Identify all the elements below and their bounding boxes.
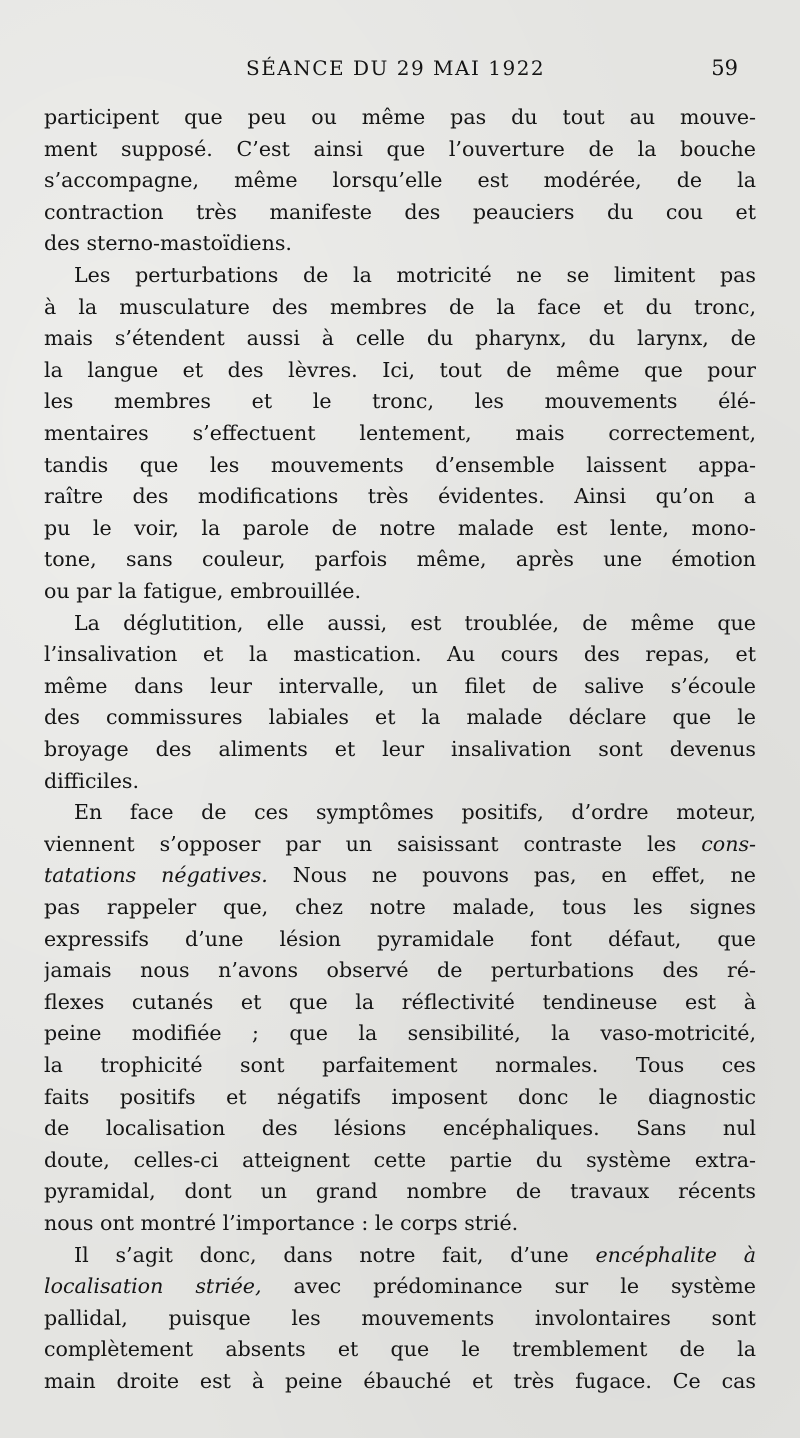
text-line [44,291,756,323]
text-segment: mentaires s’effectuent lentement, mais correctement, [44,421,756,445]
text-segment: flexes cutanés et que la réflectivité tendineuse est à [44,989,756,1014]
text-segment: Il s’agit donc, dans notre fait, d’une [74,1242,596,1267]
text-segment: viennent s’opposer par un saisissant contraste les [44,831,702,856]
text-line [44,1270,756,1302]
text-segment: mais s’étendent aussi à celle du pharynx, du larynx, de [44,326,756,351]
running-header [0,56,800,90]
text-line [44,1333,756,1365]
text-segment: participent que peu ou même pas du tout au mouve- [44,105,756,129]
text-segment: La déglutition, elle aussi, est troublée, de même que [74,610,756,635]
italic-text: encéphalite à [595,1242,756,1267]
text-segment: pyramidal, dont un grand nombre de travaux récents [44,1179,756,1204]
text-line [44,670,756,702]
text-segment: raître des modifications très évidentes. Ainsi qu’on a [44,484,756,509]
text-segment: broyage des aliments et leur insalivation sont devenus [44,737,756,761]
text-line [44,1365,756,1397]
text-segment: à la musculature des membres de la face et du tronc, [44,294,756,319]
text-segment: tone, sans couleur, parfois même, après une émotion [44,547,756,572]
text-line [44,765,756,797]
text-segment: contraction très manifeste des peauciers du cou et [44,199,756,224]
text-segment: tandis que les mouvements d’ensemble laissent appa- [44,452,756,477]
text-line [44,196,756,228]
text-line [44,543,756,575]
header-title: SÉANCE DU 29 MAI 1922 [246,56,546,80]
text-segment: En face de ces symptômes positifs, d’ordre moteur, [74,800,756,825]
italic-text: cons- [701,831,756,856]
text-segment: de localisation des lésions encéphaliques. Sans nul [44,1116,756,1141]
text-segment: pallidal, puisque les mouvements involontaires sont [44,1305,756,1330]
text-segment: Les perturbations de la motricité ne se limitent pas [74,263,756,287]
text-segment: faits positifs et négatifs imposent donc le diagnostic [44,1084,756,1109]
text-line [44,449,756,481]
text-line [44,227,756,259]
italic-text: localisation striée, [44,1274,262,1299]
text-segment: des sterno-mastoïdiens. [44,231,292,256]
text-segment: l’insalivation et la mastication. Au cours des repas, et [44,642,756,667]
text-line [44,828,756,860]
text-line [44,923,756,955]
text-line [44,101,756,133]
text-line [44,638,756,670]
text-segment: difficiles. [44,768,139,793]
text-segment: la langue et des lèvres. Ici, tout de même que pour [44,357,756,382]
text-line [44,954,756,986]
text-line [44,733,756,765]
text-line [44,575,756,607]
text-line [74,607,756,639]
text-line [44,1112,756,1144]
text-segment: ou par la fatigue, embrouillée. [44,579,362,603]
text-line [44,385,756,417]
text-line [44,1207,756,1239]
text-segment: les membres et le tronc, les mouvements élé- [44,389,756,414]
text-line [44,480,756,512]
text-line [44,1302,756,1334]
text-line [44,859,756,891]
text-line [44,1049,756,1081]
text-segment: même dans leur intervalle, un filet de salive s’écoule [44,673,756,698]
text-segment: complètement absents et que le tremblement de la [44,1337,756,1362]
text-segment: nous ont montré l’importance : le corps strié. [44,1211,519,1235]
text-segment: des commissures labiales et la malade déclare que le [44,705,756,730]
text-line [74,1239,756,1271]
text-segment: s’accompagne, même lorsqu’elle est modérée, de la [44,168,756,193]
text-segment: la trophicité sont parfaitement normales. Tous ces [44,1053,756,1077]
text-line [44,1175,756,1207]
text-segment: avec prédominance sur le système [261,1274,756,1299]
text-segment: pas rappeler que, chez notre malade, tous les signes [44,895,756,919]
text-segment: ment supposé. C’est ainsi que l’ouverture de la bouche [44,136,756,161]
text-segment: peine modifiée ; que la sensibilité, la vaso-motricité, [44,1021,756,1046]
text-line [44,986,756,1018]
text-line [44,1081,756,1113]
text-line [74,796,756,828]
text-line [44,512,756,544]
text-line [44,133,756,165]
text-segment: main droite est à peine ébauché et très fugace. Ce cas [44,1369,756,1393]
text-segment: expressifs d’une lésion pyramidale font défaut, que [44,926,756,951]
text-line [44,1144,756,1176]
text-line [44,1017,756,1049]
text-line [44,354,756,386]
text-line [44,164,756,196]
text-line [44,701,756,733]
text-segment: doute, celles-ci atteignent cette partie du système extra- [44,1147,756,1172]
italic-text: tatations négatives. [44,863,268,888]
text-segment: Nous ne pouvons pas, en effet, ne [267,863,756,888]
text-segment: jamais nous n’avons observé de perturbations des ré- [44,958,756,983]
text-segment: pu le voir, la parole de notre malade est lente, mono- [44,515,756,540]
page-number: 59 [711,56,738,80]
text-line [44,417,756,449]
text-line [74,259,756,291]
text-line [44,891,756,923]
text-line [44,322,756,354]
